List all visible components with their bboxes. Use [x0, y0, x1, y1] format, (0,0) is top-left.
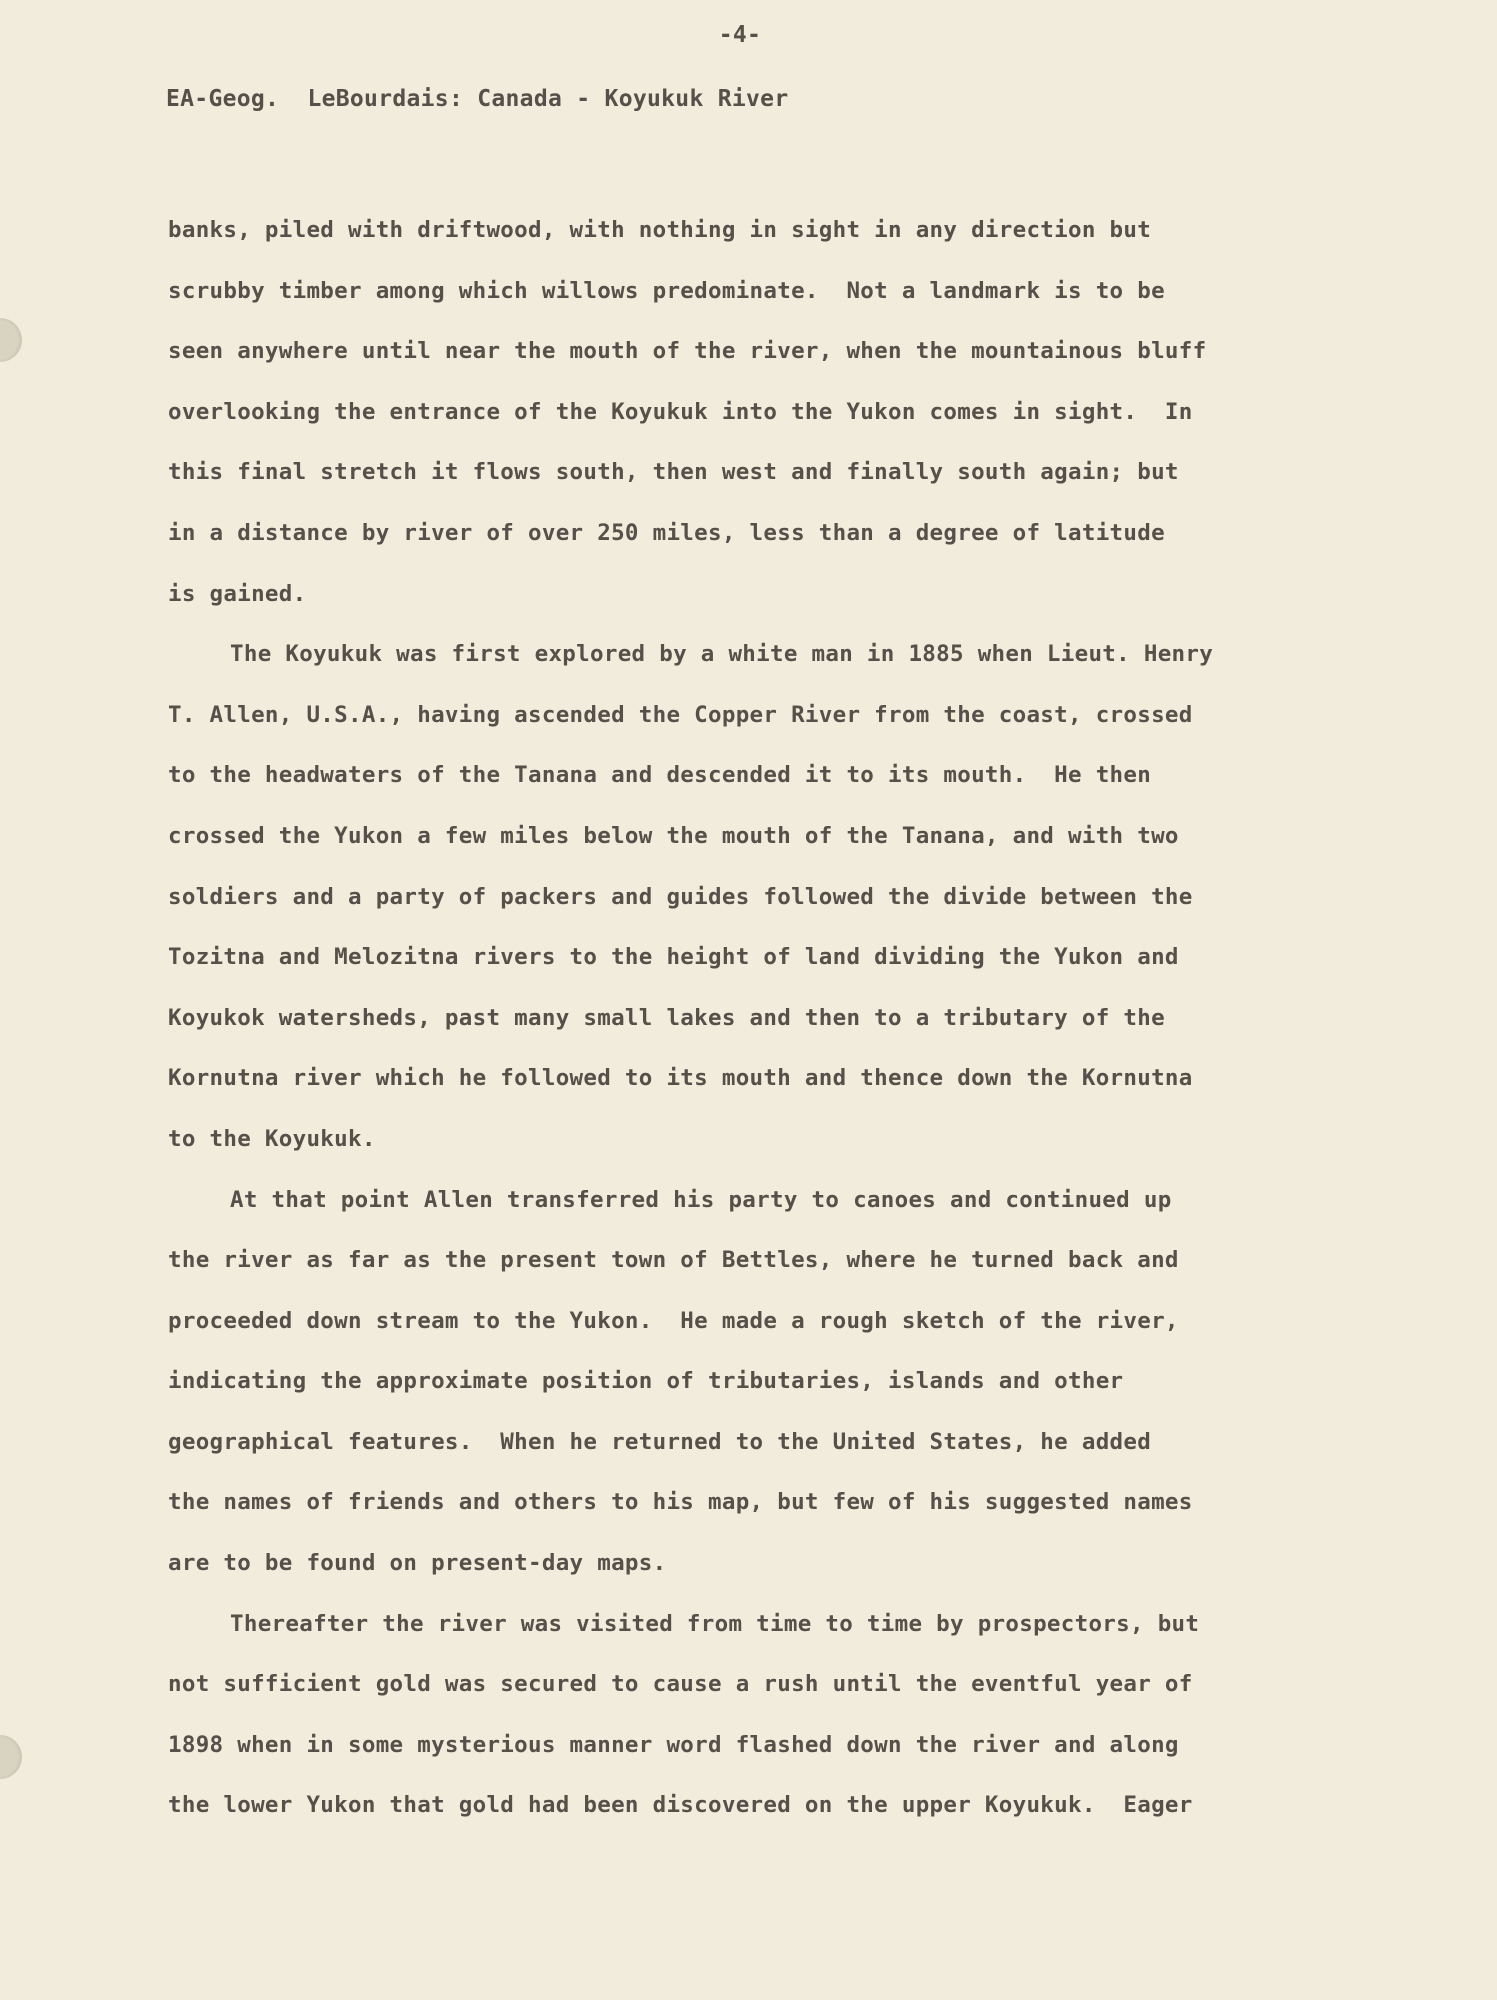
text-line: Kornutna river which he followed to its mouth and thence down the Kornutna	[168, 1065, 1193, 1092]
body-text	[168, 200, 1348, 1836]
binder-hole	[0, 318, 22, 362]
text-line: this final stretch it flows south, then west and finally south again; but	[168, 459, 1179, 486]
text-line: are to be found on present-day maps.	[168, 1550, 667, 1577]
paragraph	[168, 200, 1348, 624]
text-line: proceeded down stream to the Yukon. He made a rough sketch of the river,	[168, 1307, 1179, 1334]
text-line: is gained.	[168, 580, 307, 607]
text-line: Koyukok watersheds, past many small lakes and then to a tributary of the	[168, 1004, 1165, 1031]
document-header: EA-Geog. LeBourdais: Canada - Koyukuk River	[166, 86, 789, 112]
text-line: the names of friends and others to his map, but few of his suggested names	[168, 1489, 1193, 1516]
text-line: geographical features. When he returned to the United States, he added	[168, 1428, 1152, 1455]
text-line: T. Allen, U.S.A., having ascended the Copper River from the coast, crossed	[168, 701, 1193, 728]
text-line: indicating the approximate position of tributaries, islands and other	[168, 1368, 1124, 1395]
page-number: -4-	[718, 22, 762, 48]
text-line: in a distance by river of over 250 miles, less than a degree of latitude	[168, 519, 1165, 546]
text-line: At that point Allen transferred his party to canoes and continued up	[230, 1186, 1172, 1213]
text-line: overlooking the entrance of the Koyukuk into the Yukon comes in sight. In	[168, 398, 1193, 425]
text-line: crossed the Yukon a few miles below the mouth of the Tanana, and with two	[168, 822, 1179, 849]
paragraph	[168, 624, 1348, 1169]
paragraph	[168, 1170, 1348, 1594]
text-line: banks, piled with driftwood, with nothing in sight in any direction but	[168, 217, 1152, 243]
text-line: the river as far as the present town of Bettles, where he turned back and	[168, 1247, 1179, 1274]
text-line: Tozitna and Melozitna rivers to the height of land dividing the Yukon and	[168, 944, 1179, 971]
text-line: to the headwaters of the Tanana and descended it to its mouth. He then	[168, 762, 1152, 789]
text-line: to the Koyukuk.	[168, 1125, 376, 1152]
text-line: soldiers and a party of packers and guides followed the divide between the	[168, 883, 1193, 910]
text-line: 1898 when in some mysterious manner word flashed down the river and along	[168, 1731, 1179, 1758]
text-line: Thereafter the river was visited from time to time by prospectors, but	[230, 1610, 1200, 1637]
text-line: not sufficient gold was secured to cause a rush until the eventful year of	[168, 1671, 1193, 1698]
binder-hole	[0, 1735, 22, 1779]
text-line: seen anywhere until near the mouth of the river, when the mountainous bluff	[168, 338, 1207, 365]
text-line: the lower Yukon that gold had been discovered on the upper Koyukuk. Eager	[168, 1792, 1193, 1819]
paragraph	[168, 1594, 1348, 1836]
text-line: scrubby timber among which willows predominate. Not a landmark is to be	[168, 277, 1165, 304]
text-line: The Koyukuk was first explored by a white man in 1885 when Lieut. Henry	[230, 641, 1214, 668]
